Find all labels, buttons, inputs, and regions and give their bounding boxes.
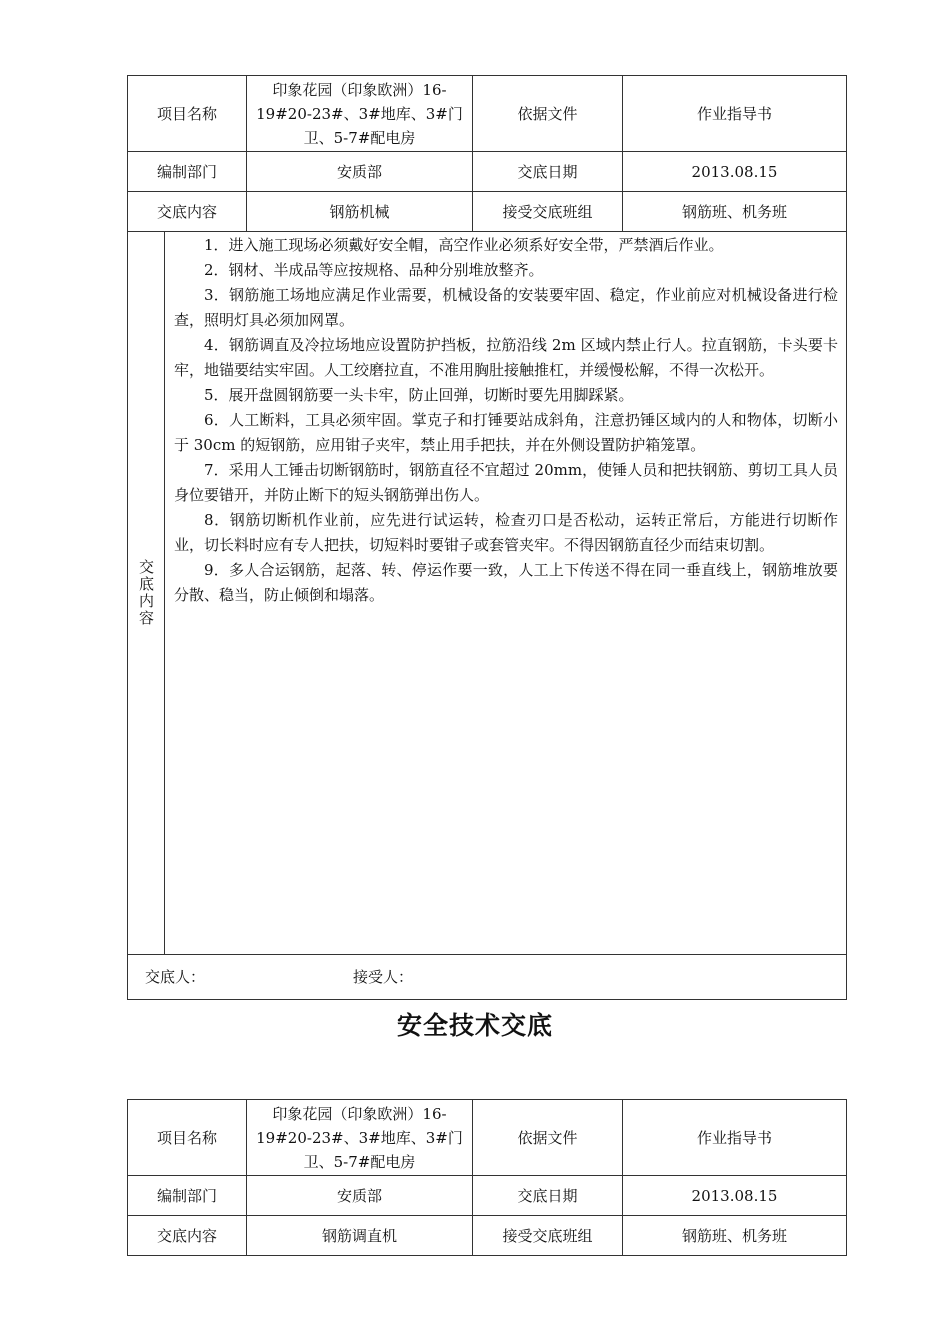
giver-label: 交底人：	[145, 968, 206, 986]
content-body	[165, 232, 846, 954]
signoff-row	[128, 955, 847, 1000]
receiving-team-label: 接受交底班组	[473, 192, 623, 232]
document-title: 安全技术交底	[396, 1011, 553, 1040]
content-value: 钢筋调直机	[247, 1216, 473, 1256]
content-row	[128, 232, 847, 955]
list-item: 6．人工断料，工具必须牢固。掌克子和打锤要站成斜角，注意扔锤区域内的人和物体，切断小于 30cm 的短钢筋，应用钳子夹牢，禁止用手把扶，并在外侧设置防护箱笼罩。	[174, 411, 838, 454]
list-item: 5．展开盘圆钢筋要一头卡牢，防止回弹，切断时要先用脚踩紧。	[204, 386, 634, 404]
table-row	[128, 192, 847, 232]
receiver-label: 接受人：	[353, 968, 414, 986]
disclosure-date-label: 交底日期	[473, 152, 623, 192]
signoff-cell	[128, 955, 847, 1000]
department-label: 编制部门	[128, 152, 247, 192]
basis-document-value: 作业指导书	[623, 76, 847, 152]
list-item: 1．进入施工现场必须戴好安全帽，高空作业必须系好安全带，严禁酒后作业。	[204, 236, 724, 254]
receiving-team-value: 钢筋班、机务班	[623, 1216, 847, 1256]
basis-document-value: 作业指导书	[623, 1100, 847, 1176]
basis-document-label: 依据文件	[473, 1100, 623, 1176]
content-cell	[128, 232, 847, 955]
list-item: 9．多人合运钢筋，起落、转、停运作要一致，人工上下传送不得在同一垂直线上，钢筋堆放要分散、稳当，防止倾倒和塌落。	[174, 561, 838, 604]
content-label: 交底内容	[128, 192, 247, 232]
content-label: 交底内容	[128, 1216, 247, 1256]
project-name-value: 印象花园（印象欧洲）16-19#20-23#、3#地库、3#门卫、5-7#配电房	[247, 76, 473, 152]
list-item: 4．钢筋调直及冷拉场地应设置防护挡板，拉筋沿线 2m 区域内禁止行人。拉直钢筋，卡头要卡牢，地锚要结实牢固。人工绞磨拉直，不准用胸肚接触推杠，并缓慢松解，不得一次松开。	[174, 336, 838, 379]
department-label: 编制部门	[128, 1176, 247, 1216]
content-wrap	[128, 232, 846, 954]
table-row	[128, 1176, 847, 1216]
list-item: 8．钢筋切断机作业前，应先进行试运转，检查刃口是否松动，运转正常后，方能进行切断作业，切长料时应有专人把扶，切短料时要钳子或套管夹牢。不得因钢筋直径少而结束切割。	[174, 511, 838, 554]
content-side-label-text: 交底内容	[137, 559, 155, 627]
table-row	[128, 1100, 847, 1176]
content-side-label	[128, 232, 165, 954]
table-row	[128, 76, 847, 152]
project-name-value: 印象花园（印象欧洲）16-19#20-23#、3#地库、3#门卫、5-7#配电房	[247, 1100, 473, 1176]
disclosure-table-2	[127, 1099, 847, 1256]
department-value: 安质部	[247, 152, 473, 192]
content-value: 钢筋机械	[247, 192, 473, 232]
disclosure-date-value: 2013.08.15	[623, 152, 847, 192]
receiving-team-label: 接受交底班组	[473, 1216, 623, 1256]
disclosure-date-value: 2013.08.15	[623, 1176, 847, 1216]
receiving-team-value: 钢筋班、机务班	[623, 192, 847, 232]
department-value: 安质部	[247, 1176, 473, 1216]
disclosure-date-label: 交底日期	[473, 1176, 623, 1216]
disclosure-table-1	[127, 75, 847, 1000]
table-row	[128, 1216, 847, 1256]
basis-document-label: 依据文件	[473, 76, 623, 152]
list-item: 3．钢筋施工场地应满足作业需要，机械设备的安装要牢固、稳定，作业前应对机械设备进行检查，照明灯具必须加网罩。	[174, 286, 838, 329]
project-name-label: 项目名称	[128, 1100, 247, 1176]
project-name-label: 项目名称	[128, 76, 247, 152]
table-row	[128, 152, 847, 192]
list-item: 2．钢材、半成品等应按规格、品种分别堆放整齐。	[204, 261, 544, 279]
list-item: 7．采用人工锤击切断钢筋时，钢筋直径不宜超过 20mm，使锤人员和把扶钢筋、剪切工具人员身位要错开，并防止断下的短头钢筋弹出伤人。	[174, 461, 838, 504]
